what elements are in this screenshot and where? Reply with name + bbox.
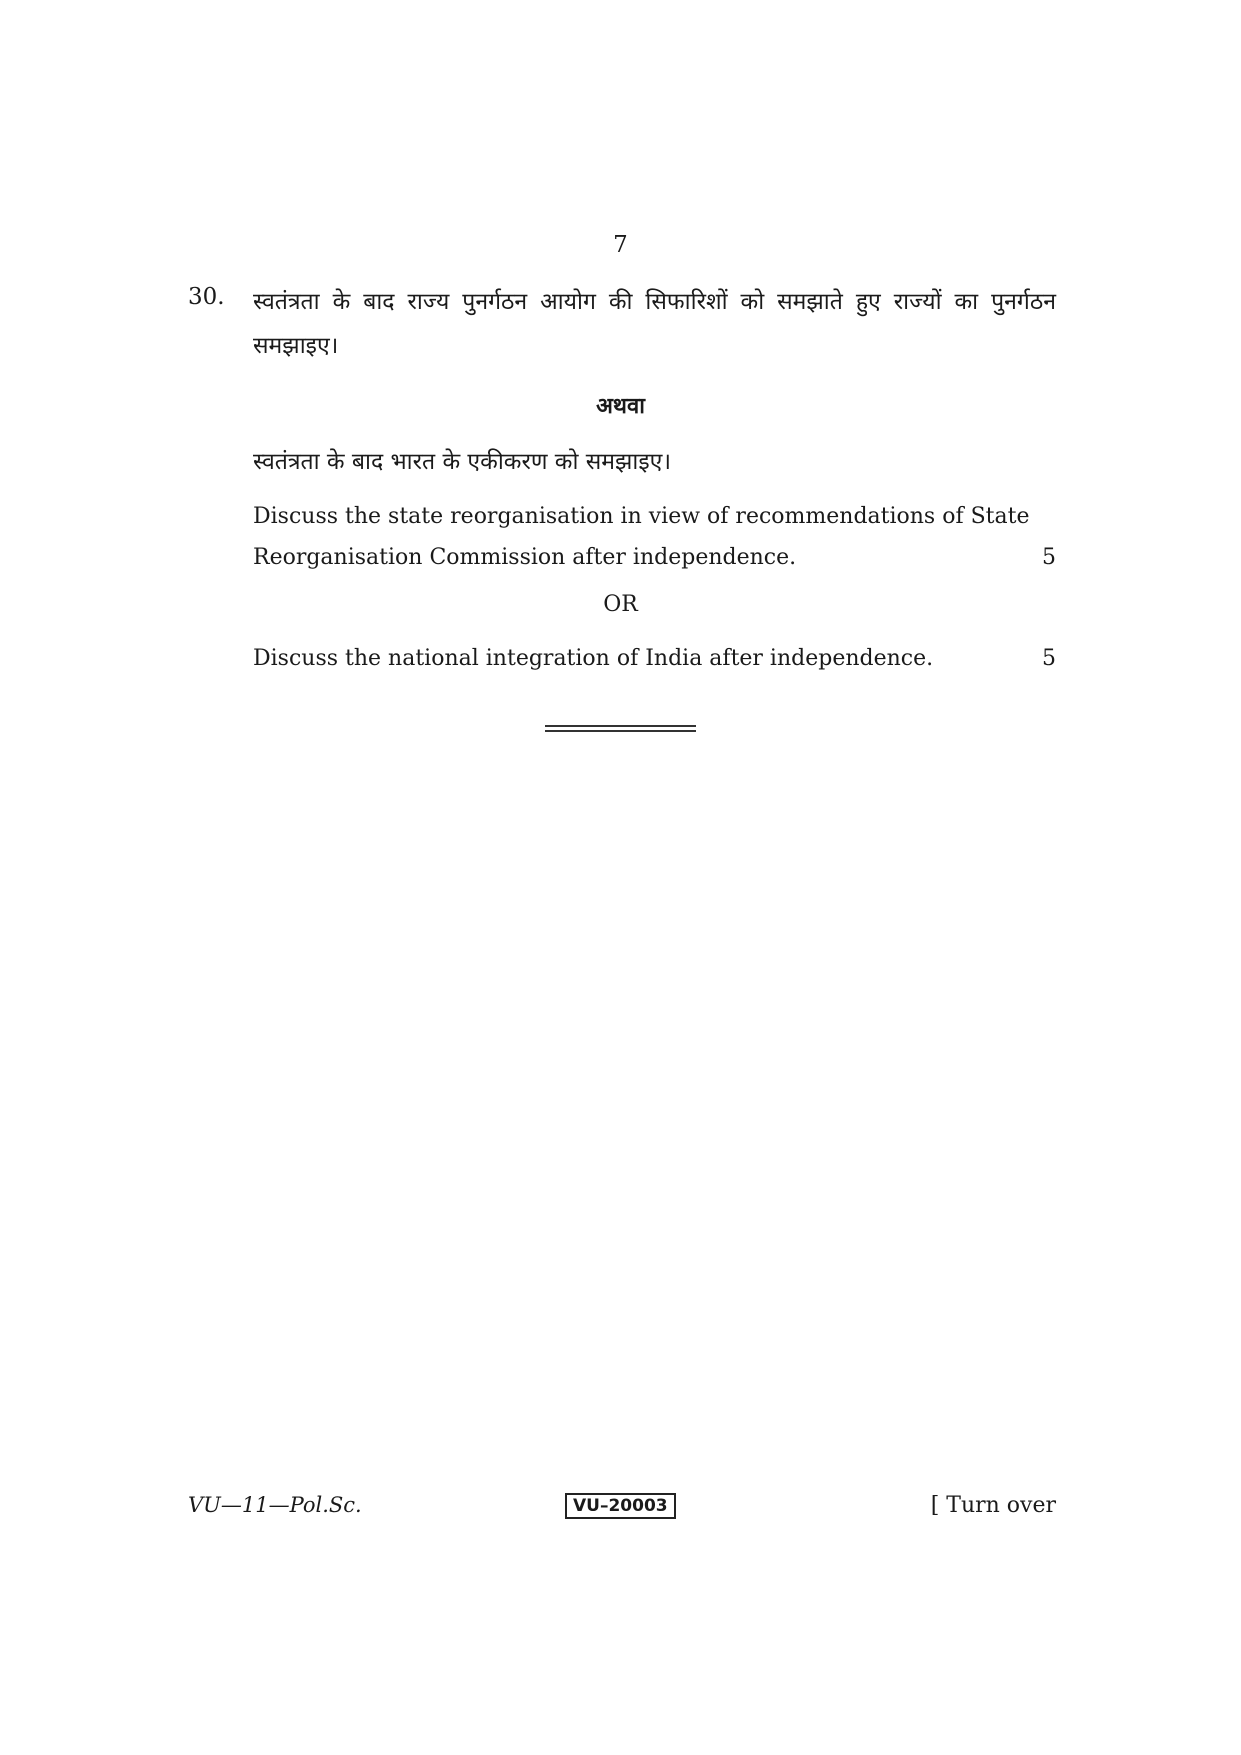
- question-number: 30.: [188, 284, 225, 310]
- page-number: 7: [613, 232, 628, 258]
- footer-paper-code: VU–20003: [565, 1493, 676, 1519]
- alt-marks-label: 5: [1042, 646, 1056, 671]
- marks-label: 5: [1042, 545, 1056, 570]
- question-english-text: [253, 496, 1056, 578]
- english-alt-line: [253, 643, 1056, 675]
- english-line-2-text: Reorganisation Commission after independence.: [253, 545, 797, 570]
- or-divider-hindi: अथवा: [596, 394, 645, 419]
- english-line-1: [253, 496, 1056, 537]
- english-line-2: [253, 537, 1056, 578]
- english-alt-text: Discuss the national integration of India after independence.: [253, 646, 934, 671]
- question-hindi-alternative: स्वतंत्रता के बाद भारत के एकीकरण को समझाइए।: [253, 449, 672, 475]
- or-divider-english: OR: [603, 592, 638, 617]
- footer-turn-over: [ Turn over: [930, 1493, 1056, 1518]
- question-hindi-text: स्वतंत्रता के बाद राज्य पुनर्गठन आयोग की सिफारिशों को समझाते हुए राज्यों का पुनर्गठन समझाइए।: [253, 289, 1056, 359]
- english-line-1-text: Discuss the state reorganisation in view of recommendations of State: [253, 504, 1030, 529]
- footer-paper-id: VU—11—Pol.Sc.: [188, 1493, 362, 1517]
- end-double-rule: [545, 725, 696, 732]
- question-english-alternative: [253, 643, 1056, 675]
